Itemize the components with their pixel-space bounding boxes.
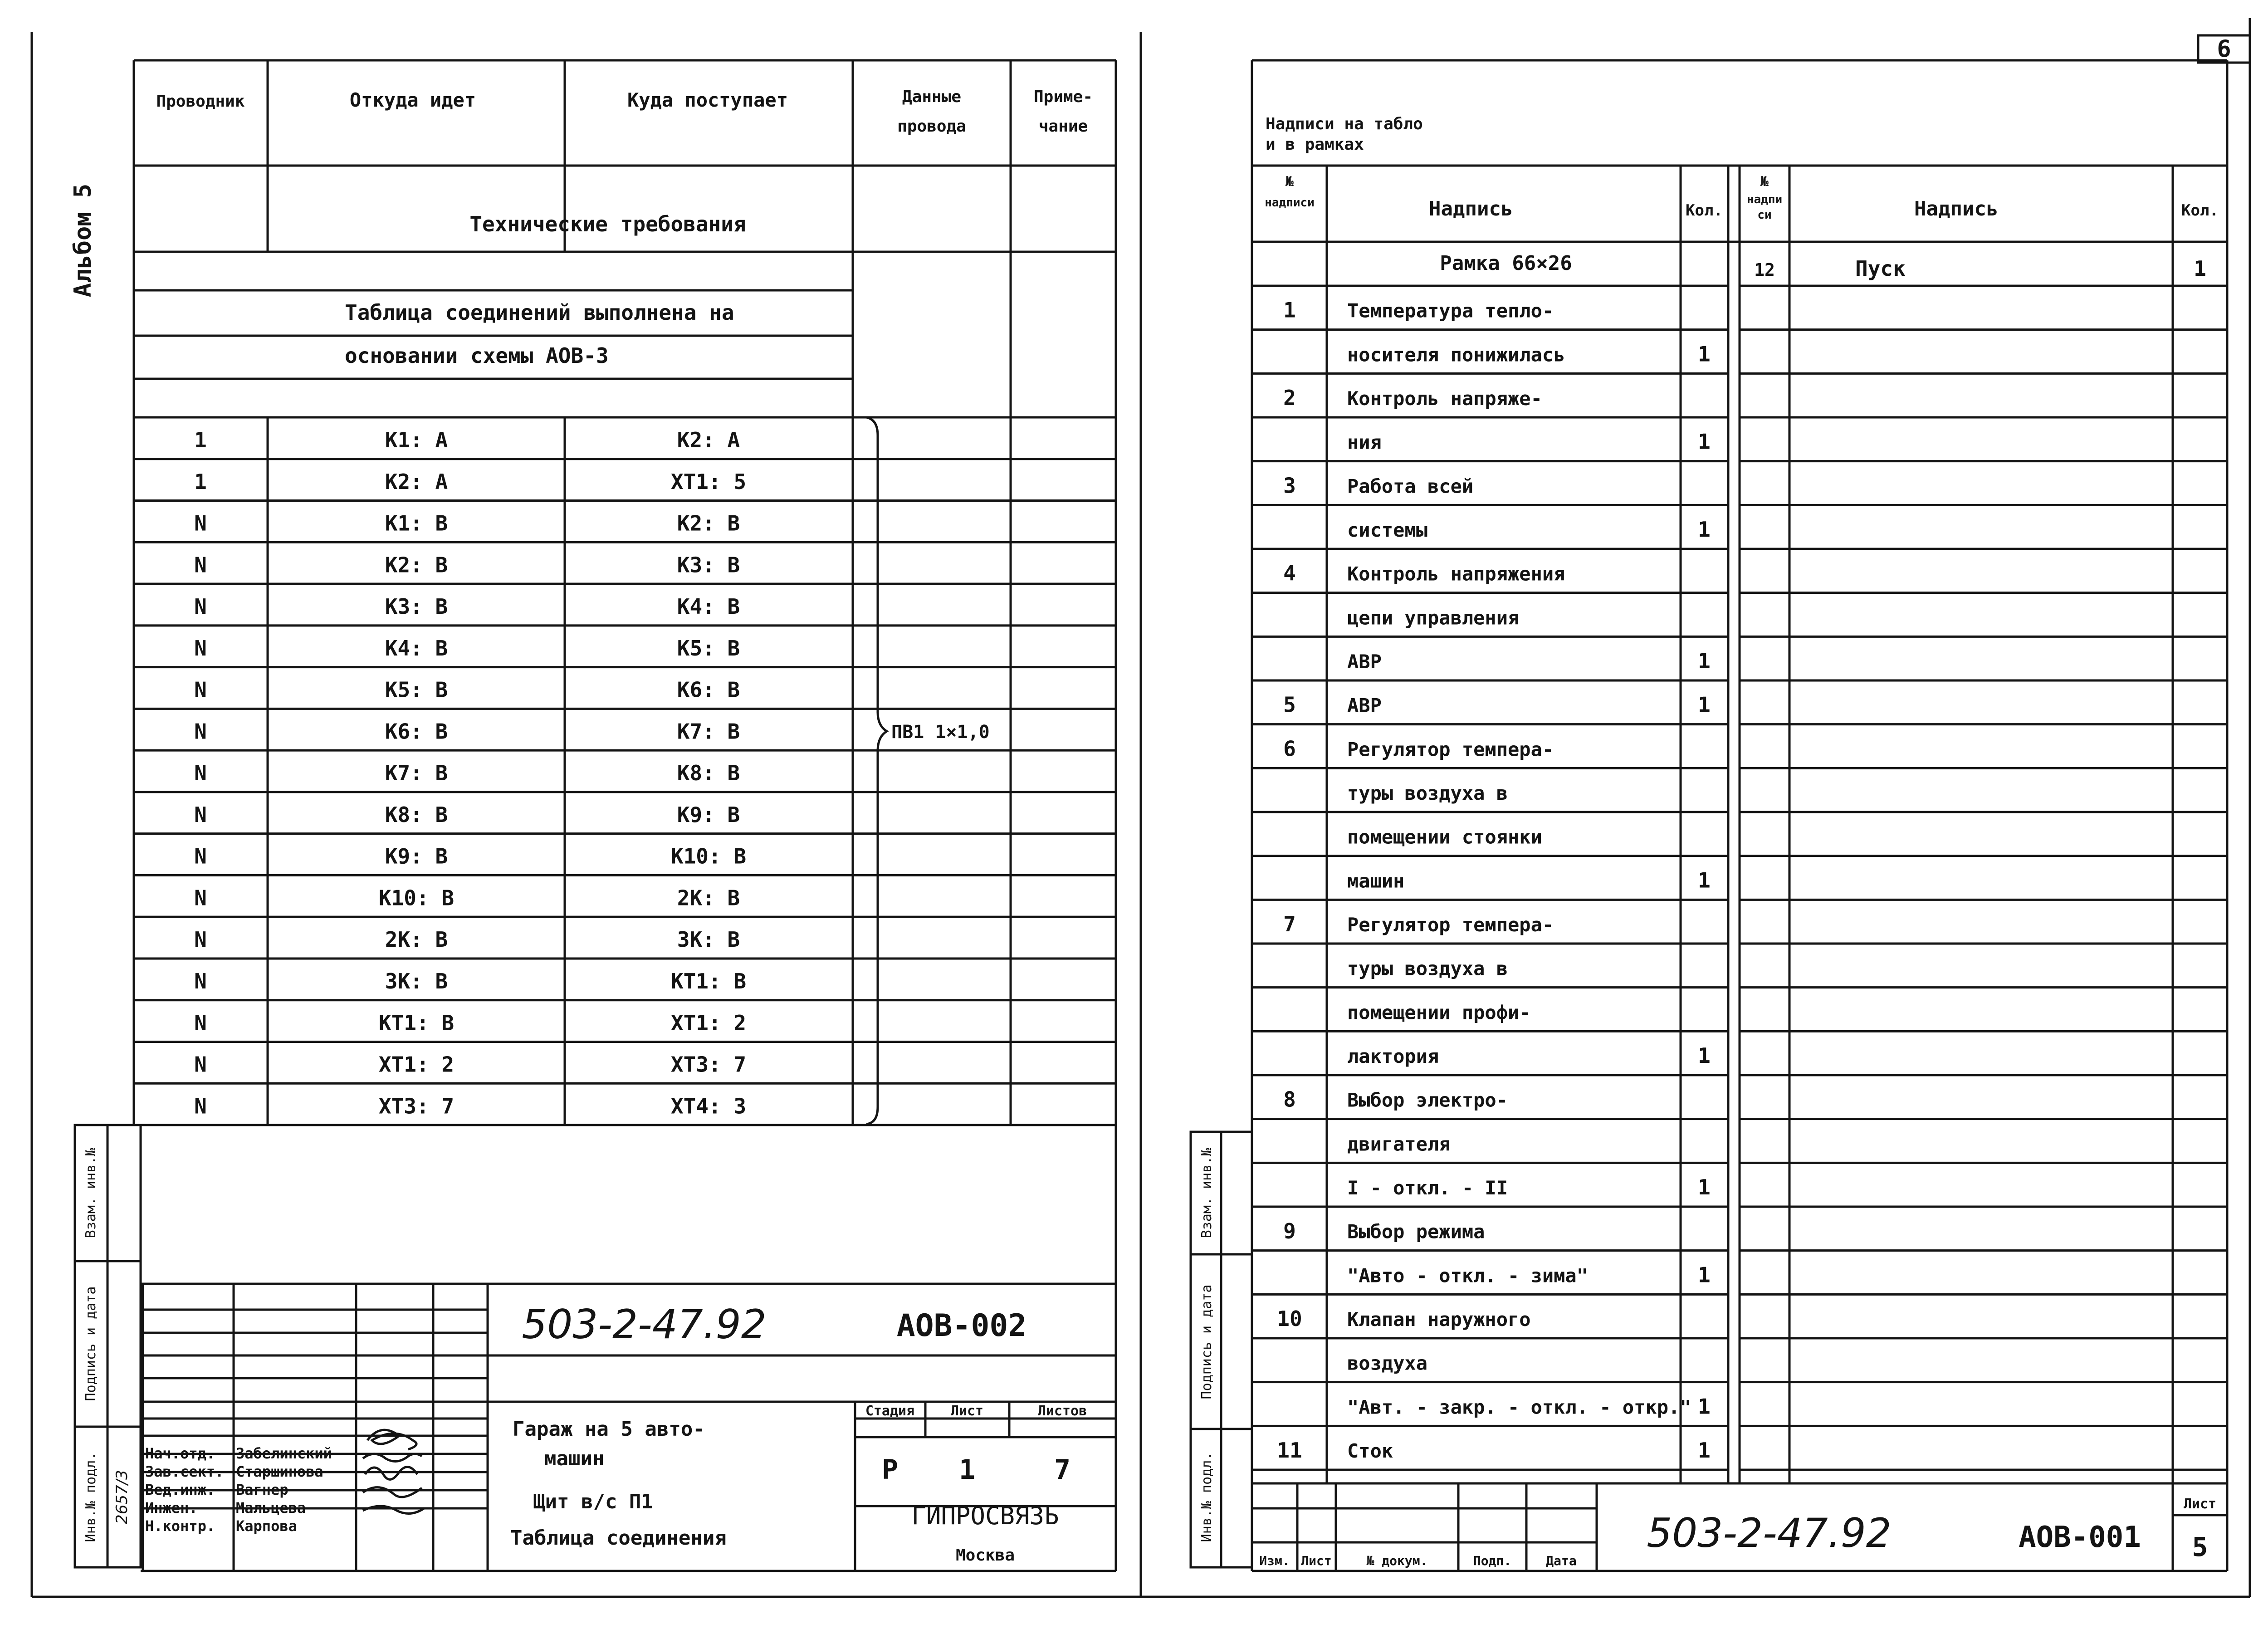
row-to: K10: B [670, 844, 747, 869]
row-from: KT1: B [378, 1010, 455, 1035]
label-number: 11 [1277, 1438, 1302, 1463]
label-quantity: 1 [1698, 868, 1711, 893]
label-text: "Авт. - закр. - откл. - откр." [1347, 1396, 1691, 1419]
doc-name-2: Таблица соединения [510, 1526, 727, 1550]
row-conductor: N [194, 1010, 207, 1035]
signatory-name: Карпова [236, 1517, 297, 1535]
sheet-value: 1 [958, 1454, 976, 1486]
signatory-name: Забелинский [236, 1445, 332, 1462]
code-right: АОВ-001 [2019, 1521, 2141, 1554]
row-to: K7: B [677, 719, 740, 744]
row-from: K2: B [385, 553, 448, 577]
revision-column-label: Дата [1546, 1553, 1577, 1568]
side-stamp-replace-right: Взам. инв.№ [1199, 1148, 1215, 1238]
signatory-name: Старшинова [236, 1463, 323, 1480]
header-num2-3: си [1757, 208, 1772, 222]
header-wire-data-2: провода [897, 117, 966, 136]
row-to: K4: B [677, 594, 740, 619]
label-quantity: 1 [1698, 429, 1711, 454]
stage-label-stage: Стадия [865, 1403, 915, 1419]
row-from: K9: B [385, 844, 448, 869]
label-text: I - откл. - II [1347, 1176, 1508, 1199]
label-text: системы [1347, 519, 1428, 541]
label-quantity: 1 [1698, 1174, 1711, 1199]
side-stamp-inv: Инв.№ подл. [83, 1452, 99, 1542]
label-number: 4 [1283, 561, 1296, 586]
label-text: лактория [1347, 1045, 1439, 1067]
label-quantity: 1 [1698, 1043, 1711, 1068]
header-num: № [1285, 174, 1294, 190]
revision-column-label: Подп. [1473, 1553, 1512, 1568]
page-number: 6 [2217, 35, 2231, 63]
header-conductor: Проводник [156, 92, 245, 111]
header-num2: № [1760, 174, 1769, 190]
inventory-number: 2657/3 [113, 1470, 131, 1524]
label-text: Работа всей [1347, 475, 1474, 498]
doc-name-1: Щит в/с П1 [533, 1490, 653, 1513]
row-conductor: N [194, 885, 207, 910]
row-to: 3K: B [677, 927, 740, 952]
header-note-1: Приме- [1033, 88, 1093, 106]
header-from: Откуда идет [349, 89, 476, 111]
row-conductor: N [194, 802, 207, 827]
label-text: Контроль напряжения [1347, 563, 1565, 585]
row-conductor: N [194, 636, 207, 660]
requirements-text-2: основании схемы АОВ-3 [345, 343, 609, 368]
header-text2: Надпись [1914, 197, 1999, 220]
label-quantity-right: 1 [2194, 256, 2206, 281]
signatory-role: Н.контр. [145, 1517, 215, 1535]
row-conductor: N [194, 511, 207, 536]
header-wire-data-1: Данные [902, 88, 962, 106]
label-text: Контроль напряже- [1347, 387, 1542, 410]
row-to: XT1: 5 [670, 469, 747, 494]
row-to: K5: B [677, 636, 740, 660]
label-number-right: 12 [1754, 260, 1775, 280]
side-stamp-inv-right: Инв.№ подл. [1199, 1452, 1215, 1542]
album-label: Альбом 5 [69, 183, 97, 298]
object-name-1: Гараж на 5 авто- [513, 1418, 705, 1441]
label-text: ния [1347, 431, 1382, 454]
side-stamp-sign: Подпись и дата [83, 1286, 99, 1401]
label-text: Клапан наружного [1347, 1308, 1531, 1331]
row-conductor: N [194, 761, 207, 786]
requirements-title: Технические требования [469, 212, 746, 236]
row-conductor: N [194, 719, 207, 744]
wire-spec: ПВ1 1×1,0 [891, 722, 990, 743]
label-text: туры воздуха в [1347, 782, 1508, 804]
row-from: K6: B [385, 719, 448, 744]
label-number: 9 [1283, 1218, 1296, 1243]
label-text: Регулятор темпера- [1347, 913, 1554, 936]
row-conductor: N [194, 1094, 207, 1119]
row-to: K9: B [677, 802, 740, 827]
row-to: K2: B [677, 511, 740, 536]
label-quantity: 1 [1698, 692, 1711, 717]
label-quantity: 1 [1698, 648, 1711, 673]
stage-value: Р [881, 1454, 899, 1486]
label-quantity: 1 [1698, 1394, 1711, 1419]
row-from: K10: B [378, 885, 455, 910]
object-name-2: машин [544, 1447, 605, 1470]
label-text: помещении стоянки [1347, 826, 1542, 848]
signatory-role: Зав.сект. [145, 1463, 224, 1480]
row-from: K5: B [385, 677, 448, 702]
label-quantity: 1 [1698, 1262, 1711, 1287]
header-note-2: чание [1038, 117, 1088, 136]
header-text: Надпись [1429, 197, 1513, 220]
header-qty2: Кол. [2181, 201, 2219, 220]
label-text-right: Пуск [1855, 256, 1906, 281]
label-text: носителя понижилась [1347, 343, 1565, 366]
stage-label-sheet: Лист [950, 1403, 984, 1419]
row-from: K4: B [385, 636, 448, 660]
label-number: 5 [1283, 692, 1296, 717]
revision-columns [1259, 1553, 1576, 1568]
revision-column-label: Лист [1301, 1553, 1332, 1568]
stage-label-sheets: Листов [1037, 1403, 1087, 1419]
label-text: Регулятор темпера- [1347, 738, 1554, 761]
labels-title-2: и в рамках [1266, 135, 1364, 154]
header-num-2: надписи [1265, 196, 1315, 210]
row-from: K3: B [385, 594, 448, 619]
label-text: туры воздуха в [1347, 957, 1508, 980]
row-from: K2: A [385, 469, 448, 494]
label-text: Сток [1347, 1439, 1393, 1462]
row-to: K3: B [677, 553, 740, 577]
header-to: Куда поступает [627, 89, 788, 111]
labels-table [1277, 256, 2206, 1463]
row-conductor: N [194, 594, 207, 619]
header-qty: Кол. [1686, 201, 1723, 220]
code-left: АОВ-002 [896, 1308, 1027, 1344]
row-from: K1: A [385, 428, 448, 453]
revision-column-label: Изм. [1259, 1553, 1290, 1568]
label-number: 3 [1283, 473, 1296, 498]
row-to: KT1: B [670, 969, 747, 994]
row-conductor: N [194, 1052, 207, 1077]
row-conductor: 1 [194, 428, 207, 453]
side-stamp-sign-right: Подпись и дата [1199, 1284, 1215, 1399]
signatory-name: Вагнер [236, 1481, 288, 1498]
row-conductor: N [194, 677, 207, 702]
side-stamp-replace: Взам. инв.№ [83, 1148, 99, 1238]
label-number: 8 [1283, 1087, 1296, 1112]
row-to: XT3: 7 [670, 1052, 747, 1077]
row-from: K7: B [385, 761, 448, 786]
revision-column-label: № докум. [1366, 1553, 1428, 1568]
row-conductor: N [194, 844, 207, 869]
label-quantity: 1 [1698, 342, 1711, 367]
label-text: АВР [1347, 694, 1382, 717]
row-from: XT3: 7 [378, 1094, 455, 1119]
row-to: 2K: B [677, 885, 740, 910]
row-to: XT1: 2 [670, 1010, 747, 1035]
row-from: K8: B [385, 802, 448, 827]
row-conductor: 1 [194, 469, 207, 494]
label-quantity: 1 [1698, 517, 1711, 542]
label-text: воздуха [1347, 1352, 1428, 1375]
label-number: 7 [1283, 911, 1296, 936]
row-from: K1: B [385, 511, 448, 536]
signatory-name: Мальцева [236, 1499, 306, 1517]
labels-title-1: Надписи на табло [1266, 115, 1423, 133]
signatory-role: Инжен. [145, 1499, 198, 1517]
label-text: машин [1347, 870, 1405, 892]
designation-left: 503-2-47.92 [522, 1301, 767, 1348]
row-to: K8: B [677, 761, 740, 786]
label-number: 6 [1283, 736, 1296, 761]
row-from: 2K: B [385, 927, 448, 952]
row-conductor: N [194, 553, 207, 577]
label-text: Температура тепло- [1347, 299, 1554, 322]
header-num2-2: надпи [1746, 193, 1783, 206]
signatory-role: Вед.инж. [145, 1481, 215, 1498]
label-text: Выбор режима [1347, 1220, 1485, 1243]
signatory-role: Нач.отд. [145, 1445, 215, 1462]
sheet-label-right: Лист [2183, 1496, 2217, 1512]
sheet-value-right: 5 [2192, 1531, 2208, 1562]
label-text: цепи управления [1347, 607, 1520, 629]
row-to: K2: A [677, 428, 740, 453]
row-from: XT1: 2 [378, 1052, 455, 1077]
label-number: 10 [1277, 1306, 1302, 1331]
connection-table [194, 428, 746, 1118]
frame-label: Рамка 66×26 [1440, 252, 1572, 275]
sheets-value: 7 [1054, 1454, 1071, 1486]
row-conductor: N [194, 969, 207, 994]
label-text: АВР [1347, 650, 1382, 673]
label-text: двигателя [1347, 1133, 1451, 1155]
label-text: Выбор электро- [1347, 1089, 1508, 1111]
label-quantity: 1 [1698, 1438, 1711, 1463]
designation-right: 503-2-47.92 [1647, 1510, 1892, 1556]
label-text: "Авто - откл. - зима" [1347, 1264, 1589, 1287]
row-to: K6: B [677, 677, 740, 702]
requirements-text-1: Таблица соединений выполнена на [345, 300, 734, 325]
label-number: 2 [1283, 385, 1296, 410]
city: Москва [955, 1546, 1015, 1565]
organization: ГИПРОСВЯЗЬ [911, 1502, 1059, 1530]
row-to: XT4: 3 [670, 1094, 747, 1119]
row-conductor: N [194, 927, 207, 952]
label-number: 1 [1283, 298, 1296, 323]
row-from: 3K: B [385, 969, 448, 994]
label-text: помещении профи- [1347, 1001, 1531, 1024]
